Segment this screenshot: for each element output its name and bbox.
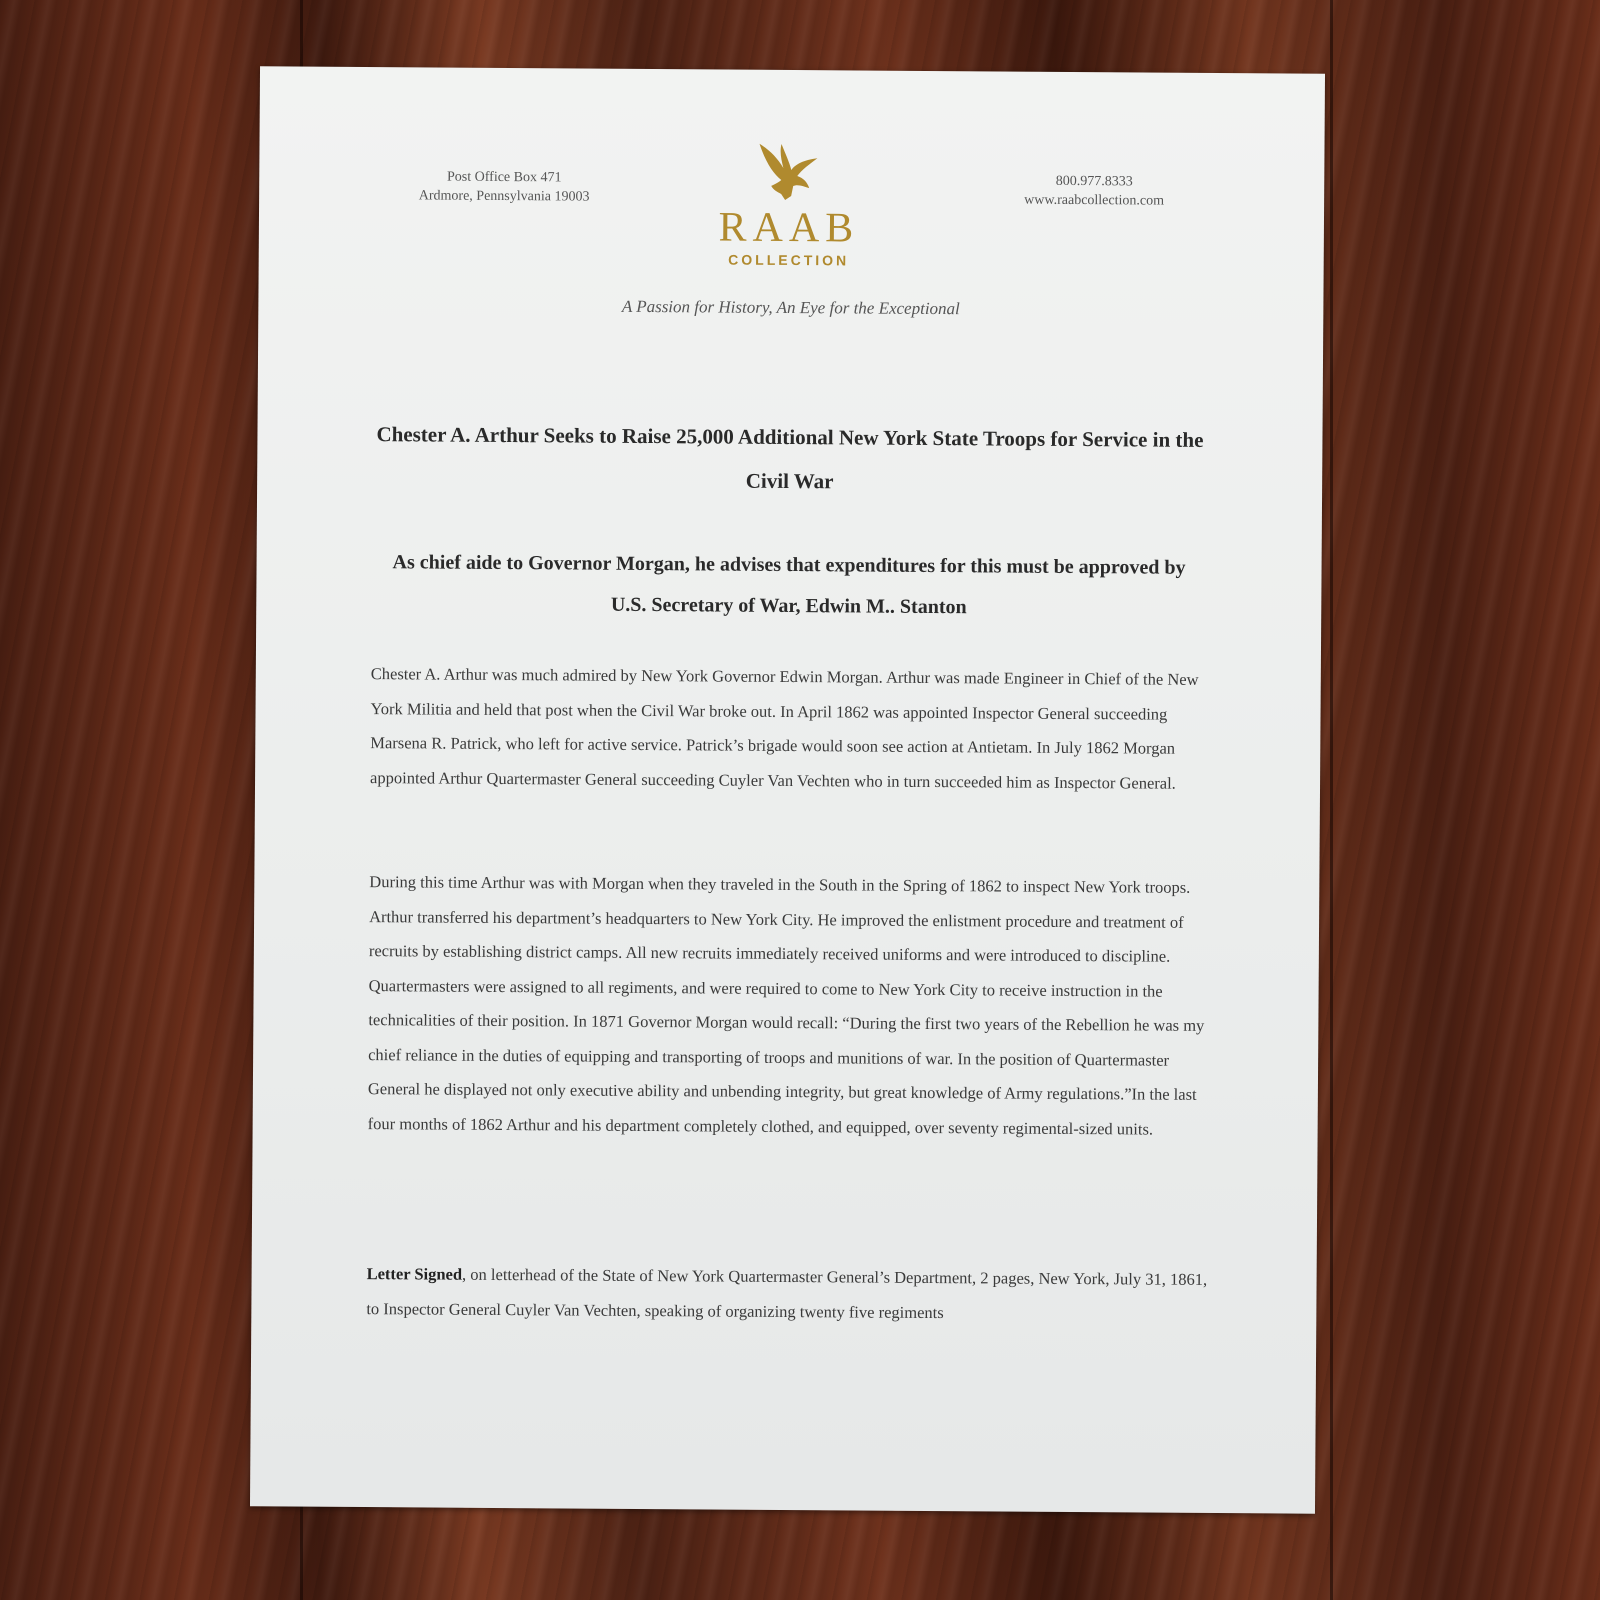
paragraph-2: During this time Arthur was with Morgan when they traveled in the South in the Spring of 1862 to inspect New York troops. Arthur transferred his department’s headquarters to New York City. He improved the enlistment procedure and treatment of recruits by establishing district camps. All new recruits immediately received uniforms and were introduced to discipline. Quartermasters were assigned to all regiments, and were required to come to New York City to receive instruction in the technicalities of their position. In 1871 Governor Morgan would recall: “During the first two years of the Rebellion he was my chief reliance in the duties of equipping and transporting of troops and munitions of war. In the position of Quartermaster General he displayed not only executive ability and unbending integrity, but great knowledge of Army regulations.”In the last four months of 1862 Arthur and his department completely clothed, and equipped, over seventy regimental-sized units. (367, 872, 1205, 1139)
paragraph-3 (366, 1257, 1216, 1332)
letter-signed-label: Letter Signed (366, 1264, 463, 1284)
address-line-1: Post Office Box 471 (446, 169, 562, 186)
document-title: Chester A. Arthur Seeks to Raise 25,000 Additional New York State Troops for Service in the Civil War (376, 422, 1204, 494)
paragraph-1: Chester A. Arthur was much admired by New York Governor Edwin Morgan. Arthur was made Engineer in Chief of the New York Militia and held that post when the Civil War broke out. In April 1862 was appointed Inspector General succeeding Marsena R. Patrick, who left for active service. Patrick’s brigade would soon see action at Antietam. In July 1862 Morgan appointed Arthur Quartermaster General succeeding Cuyler Van Vechten who in turn succeeded him as Inspector General. (370, 664, 1199, 793)
tagline: A Passion for History, An Eye for the Exceptional (621, 296, 960, 319)
document-page (250, 66, 1325, 1513)
floor-board-gap (1330, 0, 1333, 1600)
website: www.raabcollection.com (1024, 192, 1165, 209)
phone-number: 800.977.8333 (1055, 173, 1133, 190)
paragraph-3-text: , on letterhead of the State of New York Quartermaster General’s Department, 2 pages, New York, July 31, 1861, to Inspector General Cuyler Van Vechten, speaking of organizing twenty five regiments (366, 1264, 1208, 1322)
letterhead-contact (994, 171, 1194, 210)
logo-name: RAAB (718, 204, 860, 252)
raab-logo (689, 139, 890, 268)
eagle-icon (751, 140, 827, 205)
letterhead-address (389, 167, 619, 207)
document-subtitle: As chief aide to Governor Morgan, he advises that expenditures for this must be approved by U.S. Secretary of War, Edwin M.. Stanton (392, 551, 1186, 619)
address-line-2: Ardmore, Pennsylvania 19003 (418, 188, 590, 205)
logo-subtitle: COLLECTION (728, 251, 850, 269)
